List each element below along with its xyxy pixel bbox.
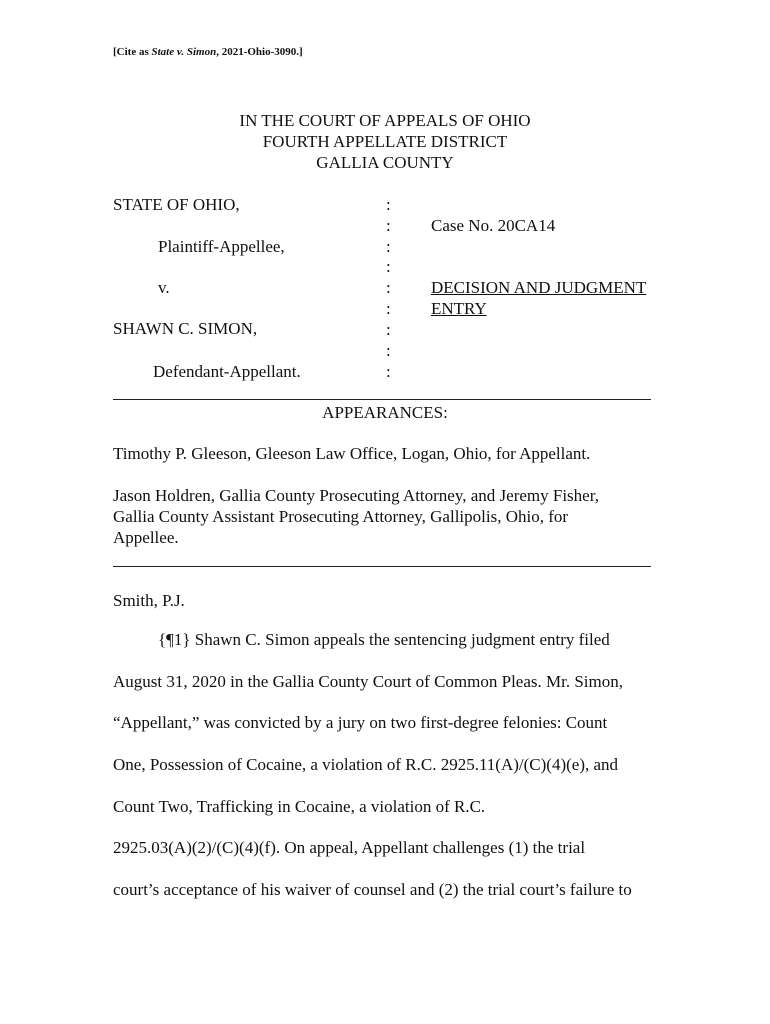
case-number: Case No. 20CA14 (431, 216, 556, 235)
opinion-line: court’s acceptance of his waiver of counsel and (2) the trial court’s failure to (113, 880, 632, 899)
district-name: FOURTH APPELLATE DISTRICT (262, 132, 508, 151)
defendant-role: Defendant-Appellant. (153, 362, 301, 381)
caption-colon: : (386, 299, 391, 318)
appellant-counsel: Timothy P. Gleeson, Gleeson Law Office, Logan, Ohio, for Appellant. (113, 444, 591, 463)
appellee-counsel-line3: Appellee. (113, 528, 179, 547)
caption-colon: : (386, 195, 391, 214)
opinion-line: One, Possession of Cocaine, a violation of R.C. 2925.11(A)/(C)(4)(e), and (113, 755, 619, 774)
opinion-line: 2925.03(A)(2)/(C)(4)(f). On appeal, Appellant challenges (1) the trial (113, 838, 586, 857)
court-name: IN THE COURT OF APPEALS OF OHIO (239, 111, 531, 130)
opinion-line: Count Two, Trafficking in Cocaine, a violation of R.C. (113, 797, 486, 816)
divider-bottom (113, 566, 651, 567)
entry-title-line2: ENTRY (431, 299, 487, 318)
plaintiff-role: Plaintiff-Appellee, (158, 237, 285, 256)
opinion-author: Smith, P.J. (113, 591, 185, 610)
appellee-counsel-line1: Jason Holdren, Gallia County Prosecuting Attorney, and Jeremy Fisher, (113, 486, 599, 505)
citation-case-name: State v. Simon (151, 46, 217, 58)
opinion-line: “Appellant,” was convicted by a jury on two first-degree felonies: Count (113, 713, 608, 732)
county-name: GALLIA COUNTY (316, 153, 454, 172)
appearances-heading: APPEARANCES: (322, 403, 448, 422)
divider-top (113, 399, 651, 400)
plaintiff-name: STATE OF OHIO, (113, 195, 240, 214)
opinion-line: {¶1} Shawn C. Simon appeals the sentencing judgment entry filed (158, 630, 610, 649)
opinion-line: August 31, 2020 in the Gallia County Court of Common Pleas. Mr. Simon, (113, 672, 623, 691)
caption-colon: : (386, 278, 391, 297)
caption-colon: : (386, 216, 391, 235)
versus: v. (158, 278, 170, 297)
caption-colon: : (386, 320, 391, 339)
caption-colon: : (386, 257, 391, 276)
caption-colon: : (386, 362, 391, 381)
caption-colon: : (386, 237, 391, 256)
caption-colon: : (386, 341, 391, 360)
entry-title-line1: DECISION AND JUDGMENT (431, 278, 647, 297)
citation-suffix: , 2021-Ohio-3090.] (216, 46, 303, 58)
citation-prefix: [Cite as (113, 46, 152, 58)
citation-header (113, 46, 303, 58)
appellee-counsel-line2: Gallia County Assistant Prosecuting Attorney, Gallipolis, Ohio, for (113, 507, 569, 526)
defendant-name: SHAWN C. SIMON, (113, 319, 258, 338)
